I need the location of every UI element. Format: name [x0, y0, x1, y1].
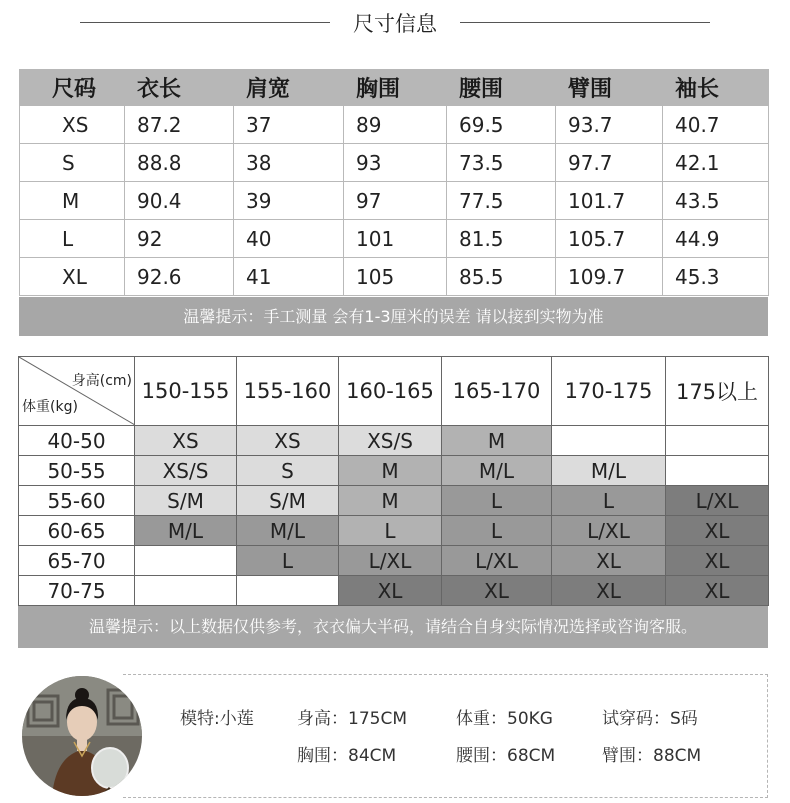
height-axis-label: 身高(cm): [71, 373, 132, 389]
measurement-cell: 42.1: [663, 144, 769, 182]
measurement-cell: 90.4: [125, 182, 234, 220]
recommended-size-cell: XS/S: [135, 456, 237, 486]
size-label: L: [20, 220, 125, 258]
height-range: 155-160: [237, 357, 339, 426]
recommended-size-cell: M/L: [442, 456, 552, 486]
recommended-size-cell: L: [552, 486, 666, 516]
weight-range: 55-60: [19, 486, 135, 516]
measurement-cell: 89: [344, 106, 447, 144]
measurement-cell: 105.7: [556, 220, 663, 258]
measurement-cell: 41: [234, 258, 344, 296]
recommended-size-cell: L/XL: [442, 546, 552, 576]
measurement-cell: 81.5: [447, 220, 556, 258]
fit-row: [19, 486, 769, 516]
weight-range: 50-55: [19, 456, 135, 486]
measurement-cell: 93: [344, 144, 447, 182]
recommended-size-cell: XL: [552, 546, 666, 576]
size-label: XS: [20, 106, 125, 144]
recommended-size-cell: M/L: [237, 516, 339, 546]
height-range: 160-165: [339, 357, 442, 426]
recommended-size-cell: M: [442, 426, 552, 456]
model-try-size: 试穿码：S码: [602, 709, 698, 729]
recommended-size-cell: M: [339, 456, 442, 486]
recommended-size-cell: XS: [135, 426, 237, 456]
fit-table: [18, 356, 769, 606]
recommended-size-cell: XL: [339, 576, 442, 606]
recommended-size-cell: [666, 456, 769, 486]
recommended-size-cell: XL: [666, 516, 769, 546]
corner-cell: [19, 357, 135, 426]
fit-tip: 温馨提示：以上数据仅供参考，衣衣偏大半码，请结合自身实际情况选择或咨询客服。: [18, 606, 768, 648]
recommended-size-cell: L/XL: [666, 486, 769, 516]
model-height: 身高：175CM: [297, 709, 407, 729]
fit-table-header: [19, 357, 769, 426]
model-name: 模特:小莲: [180, 709, 254, 729]
size-label: M: [20, 182, 125, 220]
model-arm: 臂围：88CM: [602, 746, 702, 766]
measurement-cell: 40: [234, 220, 344, 258]
weight-range: 60-65: [19, 516, 135, 546]
measurement-cell: 109.7: [556, 258, 663, 296]
size-row: [20, 220, 769, 258]
weight-range: 40-50: [19, 426, 135, 456]
measurement-cell: 40.7: [663, 106, 769, 144]
header-cell: 腰围: [447, 70, 556, 106]
measurement-tip: 温馨提示：手工测量 会有1-3厘米的误差 请以接到实物为准: [19, 297, 768, 336]
weight-range: 65-70: [19, 546, 135, 576]
measurement-cell: 69.5: [447, 106, 556, 144]
recommended-size-cell: M/L: [135, 516, 237, 546]
recommended-size-cell: [135, 546, 237, 576]
size-row: [20, 182, 769, 220]
measurement-cell: 37: [234, 106, 344, 144]
recommended-size-cell: XS: [237, 426, 339, 456]
size-label: S: [20, 144, 125, 182]
weight-range: 70-75: [19, 576, 135, 606]
recommended-size-cell: M: [339, 486, 442, 516]
measurement-cell: 101.7: [556, 182, 663, 220]
measurement-cell: 38: [234, 144, 344, 182]
height-range: 165-170: [442, 357, 552, 426]
height-range: 175以上: [666, 357, 769, 426]
measurement-cell: 101: [344, 220, 447, 258]
measurement-cell: 97.7: [556, 144, 663, 182]
recommended-size-cell: L/XL: [339, 546, 442, 576]
recommended-size-cell: XS/S: [339, 426, 442, 456]
recommended-size-cell: [237, 576, 339, 606]
fit-row: [19, 546, 769, 576]
recommended-size-cell: [666, 426, 769, 456]
header-cell: 臂围: [556, 70, 663, 106]
measurement-cell: 43.5: [663, 182, 769, 220]
model-bust: 胸围：84CM: [297, 746, 397, 766]
measurement-cell: 77.5: [447, 182, 556, 220]
size-table-header: [20, 70, 769, 106]
model-photo: [22, 676, 142, 796]
page-title: 尺寸信息: [353, 12, 437, 36]
model-info-box: [123, 674, 768, 798]
fit-row: [19, 516, 769, 546]
size-row: [20, 144, 769, 182]
size-row: [20, 258, 769, 296]
measurement-cell: 88.8: [125, 144, 234, 182]
header-cell: 衣长: [125, 70, 234, 106]
recommended-size-cell: XL: [666, 576, 769, 606]
measurement-cell: 97: [344, 182, 447, 220]
header-cell: 尺码: [20, 70, 125, 106]
size-label: XL: [20, 258, 125, 296]
recommended-size-cell: L/XL: [552, 516, 666, 546]
measurement-cell: 39: [234, 182, 344, 220]
size-table: [19, 69, 769, 296]
recommended-size-cell: S: [237, 456, 339, 486]
recommended-size-cell: L: [442, 486, 552, 516]
fit-row: [19, 576, 769, 606]
recommended-size-cell: L: [237, 546, 339, 576]
recommended-size-cell: S/M: [135, 486, 237, 516]
measurement-cell: 45.3: [663, 258, 769, 296]
recommended-size-cell: M/L: [552, 456, 666, 486]
measurement-cell: 85.5: [447, 258, 556, 296]
measurement-cell: 92: [125, 220, 234, 258]
measurement-cell: 93.7: [556, 106, 663, 144]
measurement-cell: 92.6: [125, 258, 234, 296]
fit-row: [19, 456, 769, 486]
height-range: 150-155: [135, 357, 237, 426]
header-cell: 胸围: [344, 70, 447, 106]
measurement-cell: 44.9: [663, 220, 769, 258]
fit-row: [19, 426, 769, 456]
recommended-size-cell: XL: [552, 576, 666, 606]
recommended-size-cell: L: [442, 516, 552, 546]
header-cell: 袖长: [663, 70, 769, 106]
size-row: [20, 106, 769, 144]
weight-axis-label: 体重(kg): [22, 399, 78, 415]
recommended-size-cell: XL: [442, 576, 552, 606]
model-weight: 体重：50KG: [456, 709, 553, 729]
recommended-size-cell: [552, 426, 666, 456]
recommended-size-cell: S/M: [237, 486, 339, 516]
measurement-cell: 87.2: [125, 106, 234, 144]
header-cell: 肩宽: [234, 70, 344, 106]
height-range: 170-175: [552, 357, 666, 426]
model-waist: 腰围：68CM: [456, 746, 556, 766]
measurement-cell: 105: [344, 258, 447, 296]
recommended-size-cell: L: [339, 516, 442, 546]
recommended-size-cell: XL: [666, 546, 769, 576]
measurement-cell: 73.5: [447, 144, 556, 182]
recommended-size-cell: [135, 576, 237, 606]
title-bar: [0, 0, 790, 45]
